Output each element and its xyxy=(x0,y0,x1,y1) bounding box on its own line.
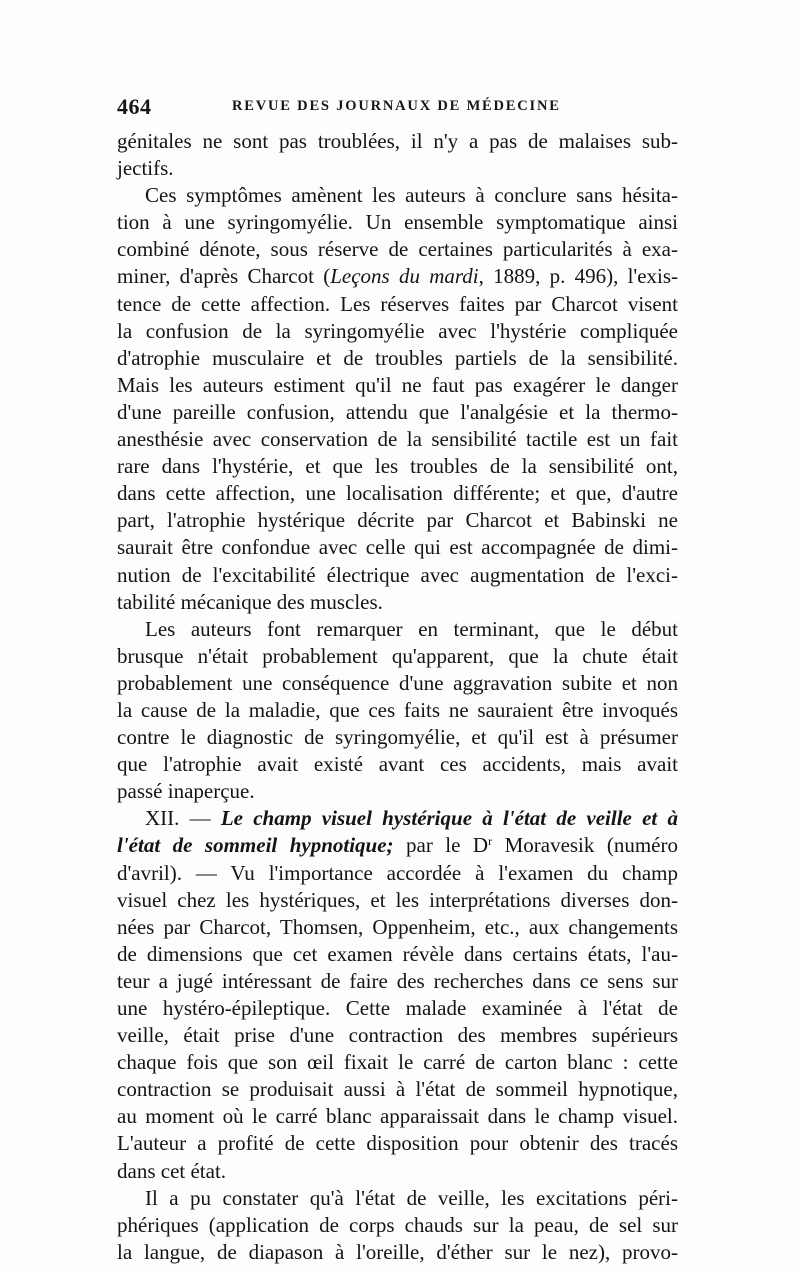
text-line: phériques (application de corps chauds sur la peau, de sel sur xyxy=(117,1212,678,1237)
article-title-italic: Le champ visuel hystérique à l'état de veille et à xyxy=(220,806,678,831)
text-line: saurait être confondue avec celle qui est accompagnée de dimi- xyxy=(117,535,678,560)
text-line: Ces symptômes amènent les auteurs à conclure sans hésita- xyxy=(145,183,678,208)
article-title-italic: l'état de sommeil hypnotique; xyxy=(117,833,394,858)
line-text-roman: par le D xyxy=(393,833,489,858)
text-line: Mais les auteurs estiment qu'il ne faut pas exagérer le danger xyxy=(117,372,678,397)
text-line: probablement une conséquence d'une aggravation subite et non xyxy=(117,670,678,695)
running-title: REVUE DES JOURNAUX DE MÉDECINE xyxy=(232,98,561,114)
section-heading-line xyxy=(117,805,678,832)
superscript: r xyxy=(488,834,493,849)
line-text-roman: miner, d'après Charcot ( xyxy=(117,264,331,289)
body-text xyxy=(117,128,678,1266)
text-line: que l'atrophie avait existé avant ces accidents, mais avait xyxy=(117,752,678,777)
text-line: nution de l'excitabilité électrique avec augmentation de l'exci- xyxy=(117,562,678,587)
text-line: combiné dénote, sous réserve de certaines particularités à exa- xyxy=(117,237,678,262)
text-line: nées par Charcot, Thomsen, Oppenheim, etc., aux changements xyxy=(117,914,678,939)
text-line: Il a pu constater qu'à l'état de veille, les excitations péri- xyxy=(145,1185,678,1210)
text-line: contraction se produisait aussi à l'état de sommeil hypnotique, xyxy=(117,1077,678,1102)
section-number: XII. — xyxy=(145,806,221,831)
text-line: L'auteur a profité de cette disposition pour obtenir des tracés xyxy=(117,1131,678,1156)
book-title-italic: Leçons du mardi xyxy=(330,264,479,289)
text-line: d'atrophie musculaire et de troubles partiels de la sensibilité. xyxy=(117,345,678,370)
text-line: génitales ne sont pas troublées, il n'y a pas de malaises sub- xyxy=(117,129,678,153)
text-line: d'avril). — Vu l'importance accordée à l'examen du champ xyxy=(117,860,678,885)
text-line: tence de cette affection. Les réserves faites par Charcot visent xyxy=(117,291,678,316)
text-line: la cause de la maladie, que ces faits ne sauraient être invoqués xyxy=(117,697,678,722)
text-line: part, l'atrophie hystérique décrite par Charcot et Babinski ne xyxy=(117,508,678,533)
text-line: une hystéro-épileptique. Cette malade examinée à l'état de xyxy=(117,996,678,1020)
text-line: rare dans l'hystérie, et que les troubles de la sensibilité ont, xyxy=(117,454,678,479)
text-line: teur a jugé intéressant de faire des recherches dans ce sens sur xyxy=(117,968,678,993)
text-line: dans cet état. xyxy=(117,1158,227,1183)
text-line: au moment où le carré blanc apparaissait dans le champ visuel. xyxy=(117,1104,678,1129)
text-line: la langue, de diapason à l'oreille, d'éther sur le nez), provo- xyxy=(117,1239,678,1264)
line-text-roman: , 1889, p. 496), l'exis- xyxy=(478,264,678,289)
text-line: passé inaperçue. xyxy=(117,779,255,804)
text-line: visuel chez les hystériques, et les interprétations diverses don- xyxy=(117,887,678,912)
text-line: Les auteurs font remarquer en terminant, que le début xyxy=(145,616,678,641)
text-line: la confusion de la syringomyélie avec l'hystérie compliquée xyxy=(117,318,678,343)
page-number: 464 xyxy=(117,94,152,119)
section-heading-line xyxy=(117,832,678,859)
text-line: jectifs. xyxy=(117,156,174,181)
line-text-roman: Moravesik (numéro xyxy=(492,833,678,858)
text-line: tabilité mécanique des muscles. xyxy=(117,589,383,614)
text-line xyxy=(117,263,678,290)
text-line: de dimensions que cet examen révèle dans certains états, l'au- xyxy=(117,941,678,966)
text-line: contre le diagnostic de syringomyélie, et qu'il est à présumer xyxy=(117,725,678,750)
page-header xyxy=(117,94,677,124)
text-line: anesthésie avec conservation de la sensibilité tactile est un fait xyxy=(117,427,678,452)
text-line: dans cette affection, une localisation différente; et que, d'autre xyxy=(117,481,678,506)
text-line: chaque fois que son œil fixait le carré de carton blanc : cette xyxy=(117,1050,678,1075)
text-line: d'une pareille confusion, attendu que l'analgésie et la thermo- xyxy=(117,399,678,424)
text-line: brusque n'était probablement qu'apparent, que la chute était xyxy=(117,643,678,668)
text-line: veille, était prise d'une contraction des membres supérieurs xyxy=(117,1023,678,1048)
text-line: tion à une syringomyélie. Un ensemble symptomatique ainsi xyxy=(117,210,678,235)
